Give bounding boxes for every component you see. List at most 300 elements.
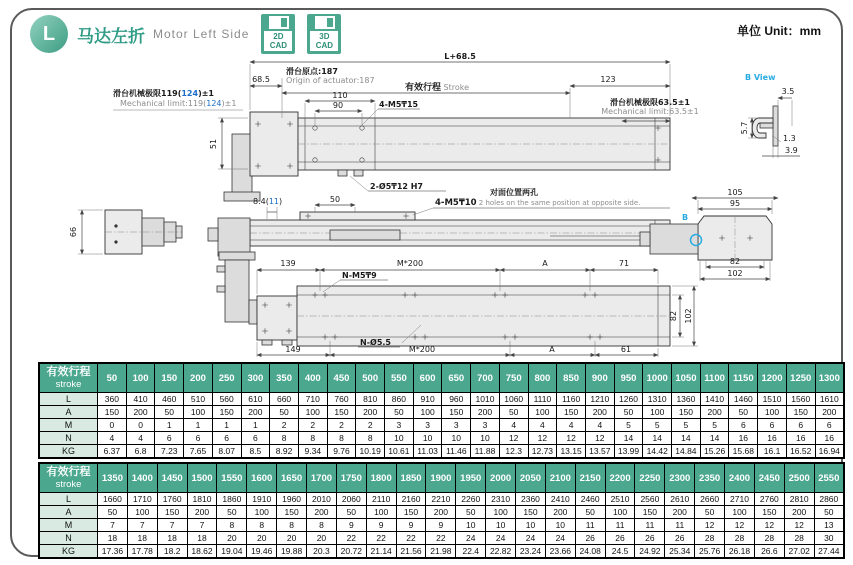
spec-cell: 10.61 [385,445,414,459]
stroke-value-header: 1350 [98,463,128,493]
spec-cell: 200 [187,506,217,519]
spec-cell: 16.52 [786,445,815,459]
b-view-detail [740,73,800,158]
spec-cell: 25.34 [665,545,695,559]
spec-cell: 15.68 [729,445,758,459]
spec-cell: 3 [385,419,414,432]
spec-cell: 6 [241,432,270,445]
spec-cell: 2360 [516,493,546,506]
series-badge: L [30,15,68,53]
dim-51: 51 [209,138,218,150]
spec-cell: 6.8 [126,445,155,459]
spec-cell: 7 [98,519,128,532]
row-label: KG [39,445,98,459]
row-label: KG [39,545,98,559]
spec-cell: 7 [187,519,217,532]
spec-cell: 1510 [758,393,787,406]
spec-cell: 28 [695,532,725,545]
spec-cell: 24 [456,532,486,545]
spec-cell: 12 [585,432,614,445]
cad-3d-button[interactable]: 3D CAD [307,14,341,54]
stroke-value-header: 950 [614,363,643,393]
spec-cell: 200 [426,506,456,519]
spec-cell: 18 [157,532,187,545]
dim-110: 110 [332,91,348,100]
dim-71: 71 [618,259,630,268]
spec-cell: 8 [298,432,327,445]
spec-cell: 1710 [127,493,157,506]
spec-cell: 6 [758,419,787,432]
spec-cell: 7 [127,519,157,532]
spec-cell: 760 [327,393,356,406]
spec-cell: 8.5 [241,445,270,459]
spec-tables [38,362,845,562]
spec-cell: 12 [499,432,528,445]
spec-cell: 2860 [814,493,844,506]
stroke-value-header: 2050 [516,463,546,493]
spec-cell: 8 [270,432,299,445]
spec-cell: 4 [557,419,586,432]
spec-cell: 19.04 [217,545,247,559]
spec-cell: 100 [298,406,327,419]
spec-cell: 2 [298,419,327,432]
mech-limit-left-en: Mechanical limit:119(124)±1 [120,99,237,108]
spec-cell: 12 [528,432,557,445]
floppy-disk-icon [315,16,335,29]
spec-cell: 16.94 [815,445,844,459]
stroke-value-header: 2300 [665,463,695,493]
spec-cell: 1860 [217,493,247,506]
spec-cell: 1 [155,419,184,432]
spec-cell: 50 [456,506,486,519]
dim-102-bottom: 102 [684,308,693,324]
spec-cell: 6 [155,432,184,445]
spec-cell: 150 [212,406,241,419]
spec-cell: 100 [725,506,755,519]
spec-cell: 2260 [456,493,486,506]
stroke-value-header: 700 [471,363,500,393]
spec-cell: 10 [471,432,500,445]
stroke-value-header: 850 [557,363,586,393]
spec-cell: 5 [700,419,729,432]
spec-cell: 13 [814,519,844,532]
spec-cell: 100 [643,406,672,419]
stroke-value-header: 2100 [545,463,575,493]
stroke-value-header: 250 [212,363,241,393]
spec-cell: 200 [307,506,337,519]
spec-cell: 26.6 [754,545,784,559]
stroke-value-header: 500 [356,363,385,393]
spec-cell: 1310 [643,393,672,406]
spec-cell: 150 [98,406,127,419]
spec-cell: 8 [217,519,247,532]
spec-cell: 2810 [784,493,814,506]
spec-cell: 360 [98,393,127,406]
spec-cell: 24.5 [605,545,635,559]
spec-cell: 660 [270,393,299,406]
spec-cell: 17.36 [98,545,128,559]
stroke-value-header: 1950 [456,463,486,493]
dim-82-section: 82 [729,257,741,266]
spec-cell: 4 [528,419,557,432]
dim-m200-bottom: M*200 [408,345,436,354]
stroke-value-header: 2550 [814,463,844,493]
spec-cell: 8 [277,519,307,532]
dim-123: 123 [600,75,616,84]
cad-2d-button[interactable]: 2D CAD [261,14,295,54]
spec-cell: 16.1 [758,445,787,459]
page-title-en: Motor Left Side [153,27,250,41]
stroke-value-header: 1650 [277,463,307,493]
spec-cell: 6 [184,432,213,445]
spec-cell: 25.76 [695,545,725,559]
stroke-value-header: 2200 [605,463,635,493]
row-label: M [39,519,98,532]
stroke-value-header: 1700 [307,463,337,493]
spec-cell: 6 [212,432,241,445]
stroke-value-header: 2500 [784,463,814,493]
spec-cell: 2310 [486,493,516,506]
origin-label-zh: 滑台原点:187 [286,67,338,76]
stroke-value-header: 900 [585,363,614,393]
stroke-value-header: 2250 [635,463,665,493]
spec-cell: 1760 [157,493,187,506]
spec-cell: 14 [700,432,729,445]
spec-cell: 8 [327,432,356,445]
stroke-value-header: 1550 [217,463,247,493]
spec-cell: 200 [665,506,695,519]
spec-cell: 2 [270,419,299,432]
spec-cell: 710 [298,393,327,406]
bottom-view [217,252,698,357]
dim-139: 139 [280,259,296,268]
spec-cell: 2710 [725,493,755,506]
spec-cell: 12.73 [528,445,557,459]
spec-cell: 26 [605,532,635,545]
spec-cell: 100 [127,506,157,519]
spec-cell: 18 [127,532,157,545]
spec-cell: 50 [217,506,247,519]
spec-cell: 1810 [187,493,217,506]
stroke-value-header: 1100 [700,363,729,393]
spec-cell: 11 [665,519,695,532]
stroke-value-header: 2350 [695,463,725,493]
spec-cell: 200 [471,406,500,419]
opposite-holes-zh: 对面位置两孔 [490,188,538,197]
spec-cell: 22 [366,532,396,545]
spec-cell: 2560 [635,493,665,506]
spec-cell: 2210 [426,493,456,506]
spec-cell: 1910 [247,493,277,506]
stroke-value-header: 50 [98,363,127,393]
spec-cell: 200 [815,406,844,419]
thread-label-top: 4-M5₸15 [379,100,419,109]
stroke-value-header: 450 [327,363,356,393]
spec-cell: 1410 [700,393,729,406]
spec-cell: 2660 [695,493,725,506]
spec-cell: 8.07 [212,445,241,459]
spec-cell: 2160 [396,493,426,506]
spec-cell: 27.44 [814,545,844,559]
stroke-value-header: 1850 [396,463,426,493]
spec-cell: 4 [126,432,155,445]
dim-102-section: 102 [727,269,743,278]
spec-cell: 1460 [729,393,758,406]
spec-cell: 10 [385,432,414,445]
spec-cell: 50 [729,406,758,419]
stroke-value-header: 1900 [426,463,456,493]
spec-cell: 9 [366,519,396,532]
spec-cell: 16 [786,432,815,445]
spec-cell: 610 [241,393,270,406]
spec-cell: 2010 [307,493,337,506]
spec-cell: 150 [277,506,307,519]
stroke-header: 有效行程 stroke [39,363,98,393]
b-view-title: B View [745,73,776,82]
spec-cell: 7.23 [155,445,184,459]
spec-cell: 1 [241,419,270,432]
stroke-value-header: 1600 [247,463,277,493]
stroke-value-header: 1300 [815,363,844,393]
spec-cell: 12.3 [499,445,528,459]
stroke-value-header: 1800 [366,463,396,493]
spec-cell: 5 [643,419,672,432]
cross-section-view [640,188,778,281]
spec-cell: 20 [217,532,247,545]
stroke-value-header: 100 [126,363,155,393]
spec-cell: 6 [815,419,844,432]
spec-cell: 2110 [366,493,396,506]
spec-cell: 6 [729,419,758,432]
top-view [113,52,699,201]
spec-cell: 1010 [471,393,500,406]
page-title-zh: 马达左折 [77,26,145,46]
mech-limit-left-zh: 滑台机械极限119(124)±1 [113,89,214,98]
spec-cell: 100 [413,406,442,419]
spec-cell: 410 [126,393,155,406]
row-label: A [39,406,98,419]
spec-cell: 960 [442,393,471,406]
stroke-value-header: 1200 [758,363,787,393]
spec-cell: 8 [307,519,337,532]
stroke-value-header: 1050 [672,363,701,393]
row-label: A [39,506,98,519]
stroke-value-header: 750 [499,363,528,393]
spec-cell: 150 [327,406,356,419]
spec-cell: 5 [614,419,643,432]
spec-cell: 2760 [754,493,784,506]
spec-cell: 12 [695,519,725,532]
spec-cell: 1660 [98,493,128,506]
spec-cell: 10.19 [356,445,385,459]
spec-cell: 11 [635,519,665,532]
row-label: M [39,419,98,432]
dim-50: 50 [329,195,341,204]
spec-cell: 50 [385,406,414,419]
spec-cell: 20 [277,532,307,545]
stroke-value-header: 800 [528,363,557,393]
spec-cell: 14 [672,432,701,445]
spec-cell: 18.62 [187,545,217,559]
spec-cell: 12 [557,432,586,445]
spec-cell: 200 [356,406,385,419]
spec-cell: 20 [247,532,277,545]
spec-cell: 200 [585,406,614,419]
stroke-value-header: 300 [241,363,270,393]
spec-cell: 2460 [575,493,605,506]
spec-cell: 24.92 [635,545,665,559]
technical-drawing [10,48,843,362]
spec-cell: 50 [155,406,184,419]
spec-cell: 100 [184,406,213,419]
stroke-value-header: 2400 [725,463,755,493]
dim-m200-top: M*200 [396,259,424,268]
spec-cell: 50 [98,506,128,519]
spec-cell: 1110 [528,393,557,406]
spec-cell: 150 [396,506,426,519]
spec-cell: 10 [545,519,575,532]
spec-cell: 50 [270,406,299,419]
spec-cell: 10 [442,432,471,445]
spec-cell: 200 [126,406,155,419]
spec-cell: 150 [754,506,784,519]
dim-a-top: A [542,259,548,268]
stroke-value-header: 1500 [187,463,217,493]
spec-cell: 19.88 [277,545,307,559]
spec-cell: 7.65 [184,445,213,459]
spec-cell: 11 [575,519,605,532]
spec-cell: 12 [754,519,784,532]
spec-cell: 9.76 [327,445,356,459]
row-label: N [39,432,98,445]
spec-cell: 11.03 [413,445,442,459]
spec-cell: 8.92 [270,445,299,459]
hole-label-bottom: N-Ø5.5 [360,338,391,347]
spec-cell: 24.08 [575,545,605,559]
stroke-value-header: 400 [298,363,327,393]
dim-8-4: 8.4(11) [253,197,283,206]
spec-cell: 1360 [672,393,701,406]
spec-cell: 810 [356,393,385,406]
dim-offset: 68.5 [252,75,270,84]
spec-cell: 26 [665,532,695,545]
spec-cell: 2610 [665,493,695,506]
spec-cell: 14.42 [643,445,672,459]
side-view [208,187,670,256]
stroke-value-header: 1250 [786,363,815,393]
spec-cell: 6.37 [98,445,127,459]
spec-cell: 10 [516,519,546,532]
spec-cell: 23.66 [545,545,575,559]
spec-cell: 10 [456,519,486,532]
stroke-value-header: 2150 [575,463,605,493]
spec-cell: 100 [486,506,516,519]
spec-cell: 18.2 [157,545,187,559]
spec-cell: 13.15 [557,445,586,459]
spec-cell: 4 [499,419,528,432]
spec-cell: 2 [327,419,356,432]
spec-cell: 19.46 [247,545,277,559]
spec-cell: 150 [635,506,665,519]
spec-cell: 17.78 [127,545,157,559]
spec-cell: 150 [516,506,546,519]
spec-cell: 18 [98,532,128,545]
spec-cell: 10 [413,432,442,445]
spec-cell: 8 [356,432,385,445]
stroke-header: 有效行程 stroke [39,463,98,493]
spec-cell: 3 [471,419,500,432]
spec-cell: 23.24 [516,545,546,559]
spec-cell: 14.84 [672,445,701,459]
spec-cell: 50 [499,406,528,419]
floppy-disk-icon [269,16,289,29]
spec-cell: 22.4 [456,545,486,559]
spec-cell: 910 [413,393,442,406]
stroke-value-header: 200 [184,363,213,393]
spec-cell: 4 [585,419,614,432]
spec-cell: 24 [545,532,575,545]
pin-label: 2-Ø5₸12 H7 [370,182,423,191]
spec-cell: 2410 [545,493,575,506]
origin-label-en: Origin of actuator:187 [286,76,375,85]
spec-cell: 50 [814,506,844,519]
b-view-marker: B [682,213,689,222]
left-end-view [69,210,182,254]
dim-90: 90 [332,101,344,110]
stroke-value-header: 600 [413,363,442,393]
dim-3-9: 3.9 [785,146,798,155]
stroke-value-header: 1750 [336,463,366,493]
spec-cell: 9 [336,519,366,532]
spec-cell: 3 [413,419,442,432]
spec-cell: 28 [784,532,814,545]
spec-cell: 14 [614,432,643,445]
spec-cell: 460 [155,393,184,406]
stroke-value-header: 1000 [643,363,672,393]
spec-cell: 100 [528,406,557,419]
spec-cell: 12 [784,519,814,532]
spec-cell: 4 [98,432,127,445]
stroke-value-header: 2000 [486,463,516,493]
spec-cell: 1 [212,419,241,432]
stroke-table-2 [38,462,845,559]
spec-cell: 150 [157,506,187,519]
dim-82-bottom: 82 [669,310,678,322]
spec-cell: 20.3 [307,545,337,559]
spec-cell: 200 [241,406,270,419]
dim-3-5: 3.5 [781,87,795,96]
spec-cell: 21.56 [396,545,426,559]
spec-cell: 8 [247,519,277,532]
spec-cell: 26 [575,532,605,545]
spec-cell: 28 [754,532,784,545]
spec-cell: 1210 [585,393,614,406]
dim-105: 105 [727,188,743,197]
spec-cell: 150 [672,406,701,419]
spec-cell: 50 [695,506,725,519]
spec-cell: 860 [385,393,414,406]
spec-cell: 16 [729,432,758,445]
spec-cell: 22.82 [486,545,516,559]
spec-cell: 11.46 [442,445,471,459]
spec-cell: 16 [758,432,787,445]
row-label: N [39,532,98,545]
spec-cell: 26 [635,532,665,545]
spec-cell: 28 [725,532,755,545]
spec-cell: 1060 [499,393,528,406]
spec-cell: 3 [442,419,471,432]
spec-cell: 22 [336,532,366,545]
